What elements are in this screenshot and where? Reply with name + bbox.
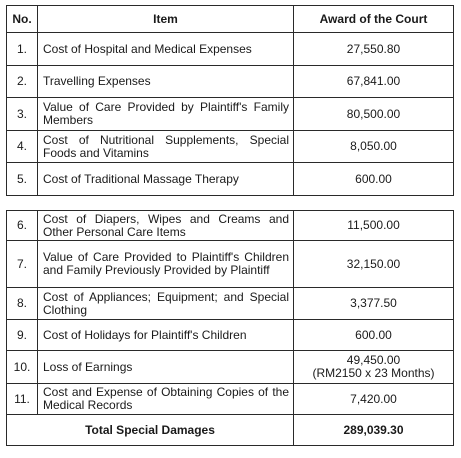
- row-award: 11,500.00: [294, 211, 454, 241]
- row-item: Cost of Traditional Massage Therapy: [38, 163, 294, 196]
- row-item: Cost of Appliances; Equipment; and Special Clothing: [38, 288, 294, 320]
- row-number: 4.: [7, 131, 38, 163]
- row-item: Cost and Expense of Obtaining Copies of the Medical Records: [38, 384, 294, 415]
- row-number: 8.: [7, 288, 38, 320]
- row-award: 3,377.50: [294, 288, 454, 320]
- row-award: 49,450.00: [346, 353, 401, 367]
- table-row: [7, 66, 454, 98]
- row-number: 10.: [7, 351, 38, 384]
- row-award-cell: [294, 351, 454, 384]
- row-award: 8,050.00: [294, 131, 454, 163]
- row-award: 32,150.00: [294, 241, 454, 288]
- row-item: Cost of Nutritional Supplements, Special Foods and Vitamins: [38, 131, 294, 163]
- row-award: 600.00: [294, 320, 454, 351]
- table-row: [7, 288, 454, 320]
- row-number: 6.: [7, 211, 38, 241]
- total-row: [7, 415, 454, 446]
- header-item: Item: [38, 6, 294, 33]
- row-number: 7.: [7, 241, 38, 288]
- row-number: 3.: [7, 98, 38, 131]
- table-row: [7, 320, 454, 351]
- table-row: [7, 33, 454, 66]
- row-award: 27,550.80: [294, 33, 454, 66]
- header-award: Award of the Court: [294, 6, 454, 33]
- table-row: [7, 384, 454, 415]
- table-row: [7, 98, 454, 131]
- table-header-row: [7, 6, 454, 33]
- total-value: 289,039.30: [294, 415, 454, 446]
- awards-table-top: [6, 5, 454, 196]
- total-label: Total Special Damages: [7, 415, 294, 446]
- table-row: [7, 351, 454, 384]
- row-item: Cost of Diapers, Wipes and Creams and Other Personal Care Items: [38, 211, 294, 241]
- table-row: [7, 163, 454, 196]
- row-award: 600.00: [294, 163, 454, 196]
- row-item: Cost of Holidays for Plaintiff's Children: [38, 320, 294, 351]
- table-row: [7, 131, 454, 163]
- row-number: 2.: [7, 66, 38, 98]
- header-no: No.: [7, 6, 38, 33]
- table-row: [7, 211, 454, 241]
- row-item: Cost of Hospital and Medical Expenses: [38, 33, 294, 66]
- table-row: [7, 241, 454, 288]
- row-item: Value of Care Provided to Plaintiff's Children and Family Previously Provided by Plaintiff: [38, 241, 294, 288]
- row-item: Loss of Earnings: [38, 351, 294, 384]
- row-item: Value of Care Provided by Plaintiff's Family Members: [38, 98, 294, 131]
- row-number: 11.: [7, 384, 38, 415]
- row-award: 7,420.00: [294, 384, 454, 415]
- row-award: 67,841.00: [294, 66, 454, 98]
- row-number: 1.: [7, 33, 38, 66]
- awards-table-bottom: [6, 210, 454, 446]
- row-item: Travelling Expenses: [38, 66, 294, 98]
- row-number: 5.: [7, 163, 38, 196]
- row-award-note: (RM2150 x 23 Months): [312, 366, 435, 380]
- row-award: 80,500.00: [294, 98, 454, 131]
- row-number: 9.: [7, 320, 38, 351]
